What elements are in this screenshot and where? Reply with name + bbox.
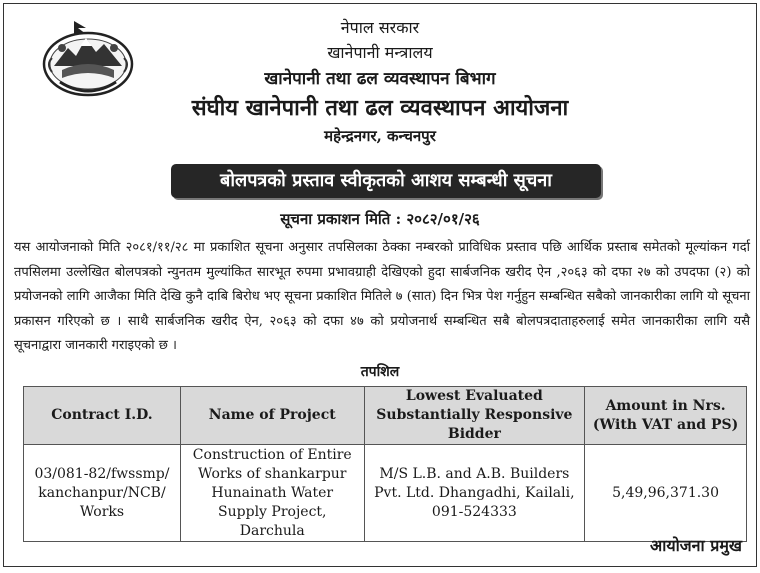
header-location: महेन्द्रनगर, कन्चनपुर [324, 127, 436, 145]
header-project-office: संघीय खानेपानी तथा ढल व्यवस्थापन आयोजना [191, 95, 569, 121]
notice-body-paragraph: यस आयोजनाको मिति २०८१/११/२८ मा प्रकाशित सूचना अनुसार तपसिलका ठेक्का नम्बरको प्राविधिक प्रस्ताव पछि आर्थिक प्रस्ताब समेतको मूल्यांकन गर्दा तपसिलमा उल्लेखित बोलपत्रको न्युनतम मुल्यांकित सारभूत रुपमा प्रभावग्राही देखिएको हुदा सार्बजनिक खरीद ऐन ,२०६३ को दफा २७ को उपदफा (२) को प्रयोजनको लागि आजैका मिति देखि कुनै दाबि बिरोध भए सूचना प्रकाशित मितिले ७ (सात) दिन भित्र पेश गर्नुहुन सम्बन्धित सबैको जानकारीका लागि यो सूचना प्रकासन गरिएको छ । साथै सार्बजनिक खरीद ऐन, २०६३ को दफा ४७ को प्रयोजनार्थ सम्बन्धित सबै बोलपत्रदाताहरुलाई समेत जानकारीका लागि यसै सूचनाद्वारा जानकारी गराइएको छ । [14, 240, 750, 353]
schedule-label: तपशिल [360, 364, 400, 380]
header-government: नेपाल सरकार [340, 18, 420, 37]
header-ministry: खानेपानी मन्त्रालय [327, 43, 433, 62]
header-bidder: Lowest Evaluated Substantially Responsive Bidder [364, 387, 585, 445]
table-row [24, 445, 747, 542]
notice-title-banner: बोलपत्रको प्रस्ताव स्वीकृतको आशय सम्बन्धी सूचना [171, 164, 601, 198]
cell-bidder: M/S L.B. and A.B. Builders Pvt. Ltd. Dhangadhi, Kailali, 091-524333 [364, 445, 585, 542]
header-amount: Amount in Nrs. (With VAT and PS) [585, 387, 747, 445]
signature-project-chief: आयोजना प्रमुख [649, 536, 742, 555]
contract-table [23, 386, 747, 542]
notice-page [3, 3, 757, 567]
cell-project-name: Construction of Entire Works of shankarpur Hunainath Water Supply Project, Darchula [180, 445, 364, 542]
header-contract-id: Contract I.D. [24, 387, 181, 445]
cell-contract-id: 03/081-82/fwssmp/ kanchanpur/NCB/ Works [24, 445, 181, 542]
table-header-row [24, 387, 747, 445]
cell-amount: 5,49,96,371.30 [585, 445, 747, 542]
publication-date: सूचना प्रकाशन मिति : २०८२/०१/२६ [280, 210, 480, 228]
header-project-name: Name of Project [180, 387, 364, 445]
header-department: खानेपानी तथा ढल व्यवस्थापन बिभाग [264, 69, 496, 89]
